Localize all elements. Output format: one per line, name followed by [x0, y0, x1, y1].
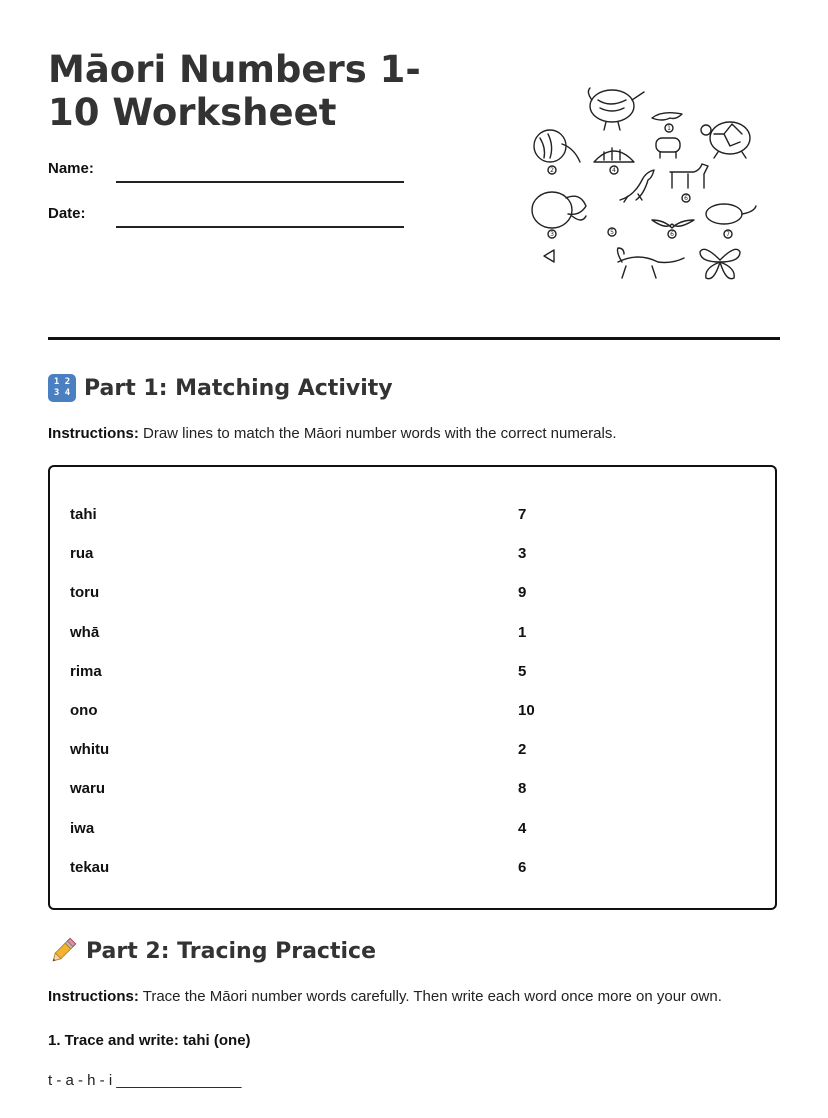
illustration-number-label: 4	[612, 167, 616, 175]
fish-drawing	[544, 250, 554, 262]
name-label: Name:	[48, 160, 94, 177]
part2-instructions-label: Instructions:	[48, 988, 139, 1005]
name-field[interactable]	[48, 160, 408, 184]
pig-drawing	[656, 138, 680, 158]
matching-box	[48, 465, 777, 910]
match-row	[70, 859, 750, 879]
name-line[interactable]	[116, 181, 404, 183]
illustration-number-label: 1	[667, 125, 671, 133]
numeral[interactable]: 5	[518, 662, 527, 680]
maori-word[interactable]: rua	[70, 545, 94, 563]
date-label: Date:	[48, 205, 86, 222]
animal-illustration	[528, 86, 764, 288]
maori-word[interactable]: ono	[70, 702, 98, 719]
maori-word[interactable]: waru	[70, 780, 106, 798]
stoat-drawing	[618, 248, 685, 278]
illustration-number-label: 6	[670, 231, 674, 239]
numeral[interactable]: 6	[518, 858, 527, 876]
maori-word[interactable]: toru	[70, 584, 100, 602]
part1-heading	[48, 374, 393, 402]
illustration-number-label: 3	[550, 231, 554, 239]
trace-item-line[interactable]: t - a - h - i _______________	[48, 1072, 242, 1089]
big-bird-drawing	[532, 192, 586, 238]
match-row	[70, 506, 750, 526]
match-row	[70, 584, 750, 604]
part1-instructions-label: Instructions:	[48, 425, 139, 442]
illustration-number-label: 7	[726, 231, 730, 239]
maori-word[interactable]: whā	[70, 623, 100, 641]
kiwi-left-drawing	[534, 130, 580, 174]
maori-word[interactable]: iwa	[70, 819, 95, 837]
numeral[interactable]: 3	[518, 545, 527, 563]
date-field[interactable]	[48, 205, 408, 229]
pencil-icon	[48, 936, 78, 966]
trace-item-title: 1. Trace and write: tahi (one)	[48, 1032, 251, 1049]
part1-instructions	[48, 425, 617, 442]
worksheet-title: Māori Numbers 1-10 Worksheet	[48, 48, 421, 134]
illustration-number-label: 6	[684, 195, 688, 203]
match-row	[70, 663, 750, 683]
turtle-drawing	[701, 122, 750, 158]
numeral[interactable]: 2	[518, 741, 527, 759]
numeral[interactable]: 1	[518, 623, 527, 641]
match-row	[70, 702, 750, 722]
butterfly-drawing	[700, 249, 740, 278]
input-numbers-icon: 1 2 3 4	[48, 374, 76, 402]
rat-drawing	[706, 204, 756, 238]
match-row	[70, 741, 750, 761]
section-divider	[48, 337, 780, 340]
kiwi-drawing	[588, 88, 644, 130]
part2-instructions	[48, 988, 722, 1005]
maori-word[interactable]: whitu	[70, 741, 110, 759]
date-line[interactable]	[116, 226, 404, 228]
numeral[interactable]: 9	[518, 584, 527, 602]
maori-word[interactable]: tekau	[70, 858, 110, 876]
match-row	[70, 624, 750, 644]
match-row	[70, 820, 750, 840]
goat-drawing	[670, 164, 708, 202]
illustration-number-label: 2	[550, 167, 554, 175]
numeral[interactable]: 10	[518, 702, 535, 719]
part1-instructions-text: Draw lines to match the Māori number words with the correct numerals.	[138, 425, 617, 442]
match-row	[70, 780, 750, 800]
maori-word[interactable]: rima	[70, 662, 102, 680]
part2-heading-text: Part 2: Tracing Practice	[86, 938, 376, 964]
numeral[interactable]: 7	[518, 506, 527, 523]
numeral[interactable]: 4	[518, 819, 527, 837]
part2-heading	[48, 936, 376, 966]
match-row	[70, 545, 750, 565]
lizard-drawing	[620, 170, 654, 202]
part2-instructions-text: Trace the Māori number words carefully. Then write each word once more on your own.	[138, 988, 722, 1005]
maori-word[interactable]: tahi	[70, 506, 97, 523]
part1-heading-text: Part 1: Matching Activity	[84, 375, 393, 401]
illustration-number-label: 5	[610, 229, 614, 237]
numeral[interactable]: 8	[518, 780, 527, 798]
